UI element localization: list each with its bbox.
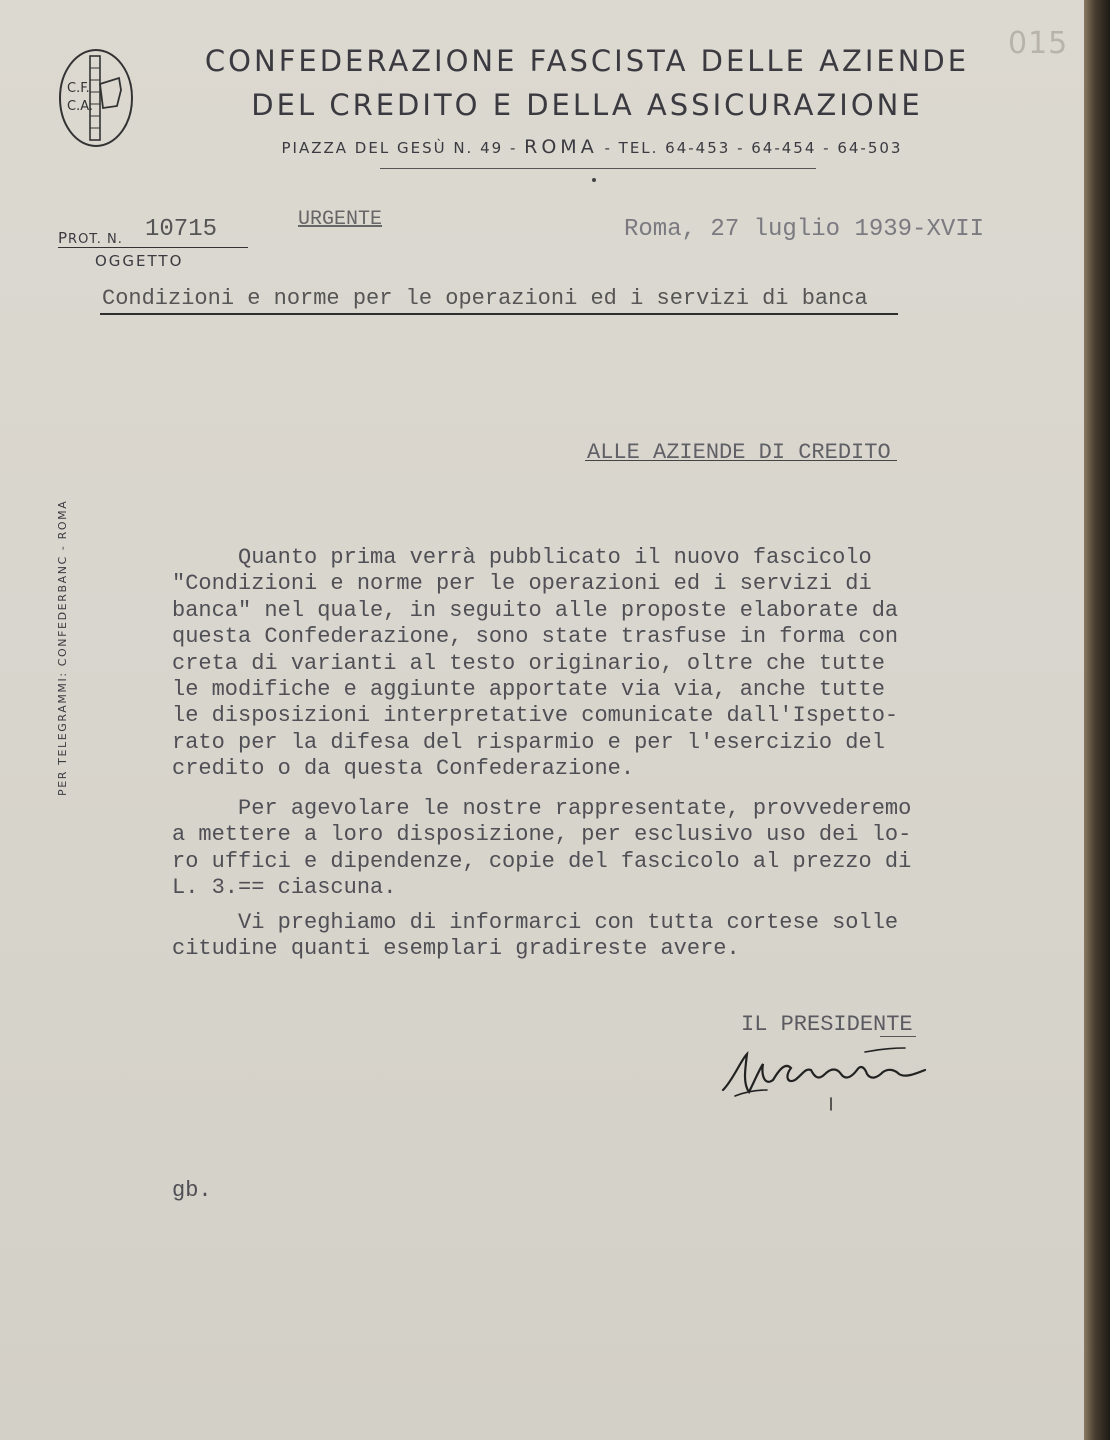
body-line: citudine quanti esemplari gradireste avere. (172, 936, 740, 962)
subject-line: Condizioni e norme per le operazioni ed i servizi di banca (102, 286, 868, 311)
handwritten-signature (715, 1040, 945, 1118)
closing-title: IL PRESIDENTE (741, 1012, 913, 1037)
letterhead-line-2: DEL CREDITO E DELLA ASSICURAZIONE (251, 88, 923, 122)
body-line: a mettere a loro disposizione, per esclusivo uso dei lo- (172, 822, 912, 848)
page-edge (1084, 0, 1110, 1440)
body-line: Per agevolare le nostre rappresentate, provvederemo (172, 796, 912, 821)
protocol-label (58, 229, 123, 247)
address-street: PIAZZA DEL GESÙ N. 49 - (281, 139, 525, 157)
address-phone: - TEL. 64-453 - 64-454 - 64-503 (597, 139, 903, 157)
telegram-address: PER TELEGRAMMI: CONFEDERBANC - ROMA (56, 499, 69, 796)
body-line: banca" nel quale, in seguito alle proposte elaborate da (172, 597, 899, 623)
protocol-number: 10715 (145, 216, 218, 243)
closing-rule (880, 1036, 916, 1037)
addressee: ALLE AZIENDE DI CREDITO (587, 440, 891, 465)
svg-text:C.A.: C.A. (67, 99, 94, 114)
body-line: le disposizioni interpretative comunicate dall'Ispetto- (172, 703, 899, 729)
letterhead-address (272, 136, 912, 158)
date-line: Roma, 27 luglio 1939-XVII (624, 216, 985, 243)
body-line: rato per la difesa del risparmio e per l'esercizio del (172, 729, 885, 755)
svg-text:C.F.: C.F. (67, 81, 90, 96)
body-paragraph-3 (172, 910, 972, 963)
subject-rule (100, 313, 898, 315)
addressee-rule (585, 460, 897, 461)
body-line: "Condizioni e norme per le operazioni ed i servizi di (172, 571, 872, 597)
body-line: Vi preghiamo di informarci con tutta cortese solle (172, 910, 899, 935)
protocol-label-rest: ROT. N. (68, 232, 123, 247)
address-city: ROMA (524, 136, 598, 158)
body-paragraph-2 (172, 796, 972, 902)
protocol-rule (58, 247, 248, 248)
body-line: questa Confederazione, sono state trasfuse in forma con (172, 624, 899, 650)
confederation-emblem (57, 46, 135, 150)
body-line: credito o da questa Confederazione. (172, 756, 635, 782)
body-line: ro uffici e dipendenze, copie del fascicolo al prezzo di (172, 848, 912, 874)
body-line: L. 3.== ciascuna. (172, 875, 397, 901)
body-line: Quanto prima verrà pubblicato il nuovo fascicolo (172, 545, 872, 570)
letterhead-rule (380, 168, 816, 169)
letterhead-dot (592, 178, 596, 182)
body-paragraph-1 (172, 545, 972, 783)
body-line: creta di varianti al testo originario, oltre che tutte (172, 650, 885, 676)
letterhead-line-1: CONFEDERAZIONE FASCISTA DELLE AZIENDE (204, 44, 970, 78)
body-line: le modifiche e aggiunte apportate via via, anche tutte (172, 677, 885, 703)
urgency-stamp: URGENTE (298, 208, 383, 231)
oggetto-label: OGGETTO (95, 252, 184, 270)
protocol-label-initial: P (58, 229, 69, 247)
archive-number: 015 (1008, 26, 1069, 61)
typist-initials: gb. (172, 1178, 212, 1203)
